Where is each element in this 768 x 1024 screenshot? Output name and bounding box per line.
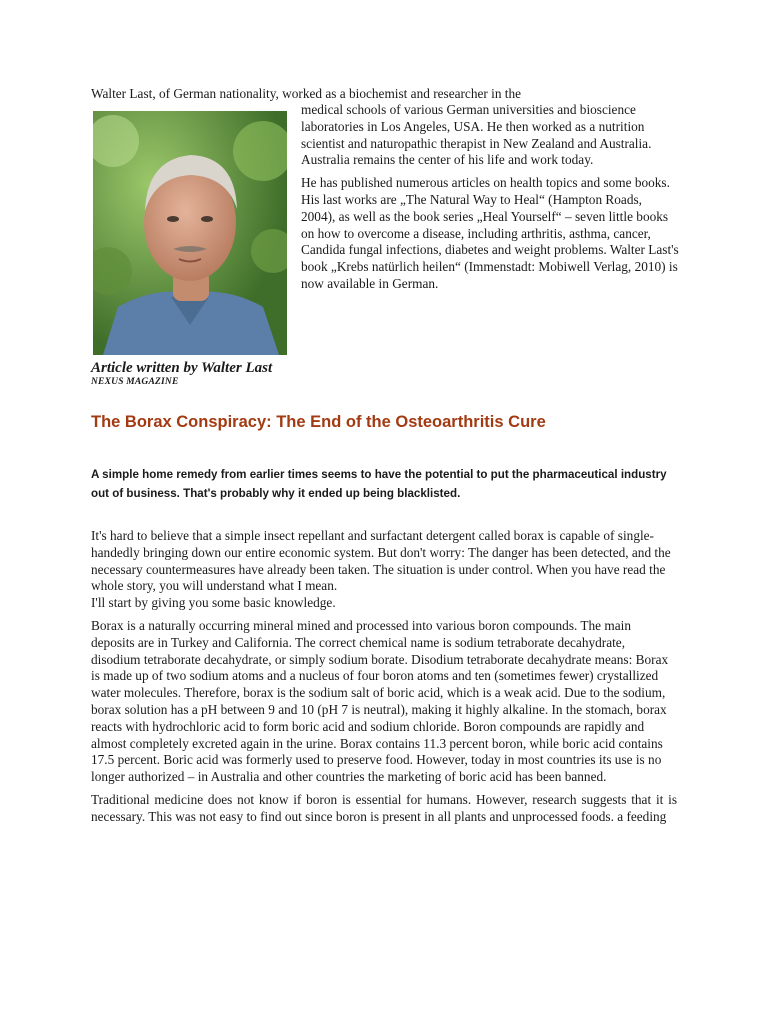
article-body <box>91 528 677 832</box>
article-headline: The Borax Conspiracy: The End of the Osteoarthritis Cure <box>91 413 546 431</box>
bio-paragraph-2: He has published numerous articles on health topics and some books. His last works are „The Natural Way to Heal“ (Hampton Roads, 2004), as well as the book series „Heal Yourself“ – seven little books on how to overcome a disease, including arthritis, asthma, cancer, Candida fungal infections, diabetes and weight problems. Walter Last's book „Krebs natürlich heilen“ (Immenstadt: Mobiwell Verlag, 2010) is now available in German. <box>301 175 679 291</box>
source-label: NEXUS MAGAZINE <box>91 377 179 387</box>
body-paragraph-4: Traditional medicine does not know if boron is essential for humans. However, research suggests that it is necessary. This was not easy to find out since boron is present in all plants and unprocessed foods. a feeding <box>91 791 677 824</box>
body-paragraph-3: Borax is a naturally occurring mineral mined and processed into various boron compounds. The main deposits are in Turkey and California. The correct chemical name is sodium tetraborate decahydrate, disodium tetraborate decahydrate, or simply sodium borate. Disodium tetraborate decahydrate means: Borax is made up of two sodium atoms and a nucleus of four boron atoms and ten (sometimes fewer) crystallized water molecules. Therefore, borax is the sodium salt of boric acid, which is a weak acid. Due to the sodium, borax solution has a pH between 9 and 10 (pH 7 is neutral), making it highly alkaline. In the stomach, borax reacts with hydrochloric acid to form boric acid and sodium chloride. Boron compounds are rapidly and almost completely excreted again in the urine. Borax contains 11.3 percent boron, while boric acid contains 17.5 percent. Boric acid was formerly used to preserve food. However, today in most countries its use is no longer authorized – in Australia and other countries the marketing of boric acid has been banned. <box>91 617 669 785</box>
author-bio <box>301 102 679 299</box>
intro-line: Walter Last, of German nationality, worked as a biochemist and researcher in the <box>91 86 522 101</box>
body-paragraph-2: I'll start by giving you some basic knowledge. <box>91 595 336 611</box>
byline: Article written by Walter Last <box>91 360 273 376</box>
bio-paragraph-1: medical schools of various German universities and bioscience laboratories in Los Angeles, USA. He then worked as a nutrition scientist and naturopathic therapist in New Zealand and Australia. Australia remains the center of his life and work today. <box>301 102 652 168</box>
article-lead: A simple home remedy from earlier times seems to have the potential to put the pharmaceutical industry out of business. That's probably why it ended up being blacklisted. <box>91 468 667 500</box>
body-paragraph-1: It's hard to believe that a simple insect repellant and surfactant detergent called borax is capable of single-handedly bringing down our entire economic system. But don't worry: The danger has been detected, and the necessary countermeasures have already been taken. The situation is under control. When you have read the whole story, you will understand what I mean. <box>91 528 671 594</box>
author-photo <box>93 111 287 355</box>
